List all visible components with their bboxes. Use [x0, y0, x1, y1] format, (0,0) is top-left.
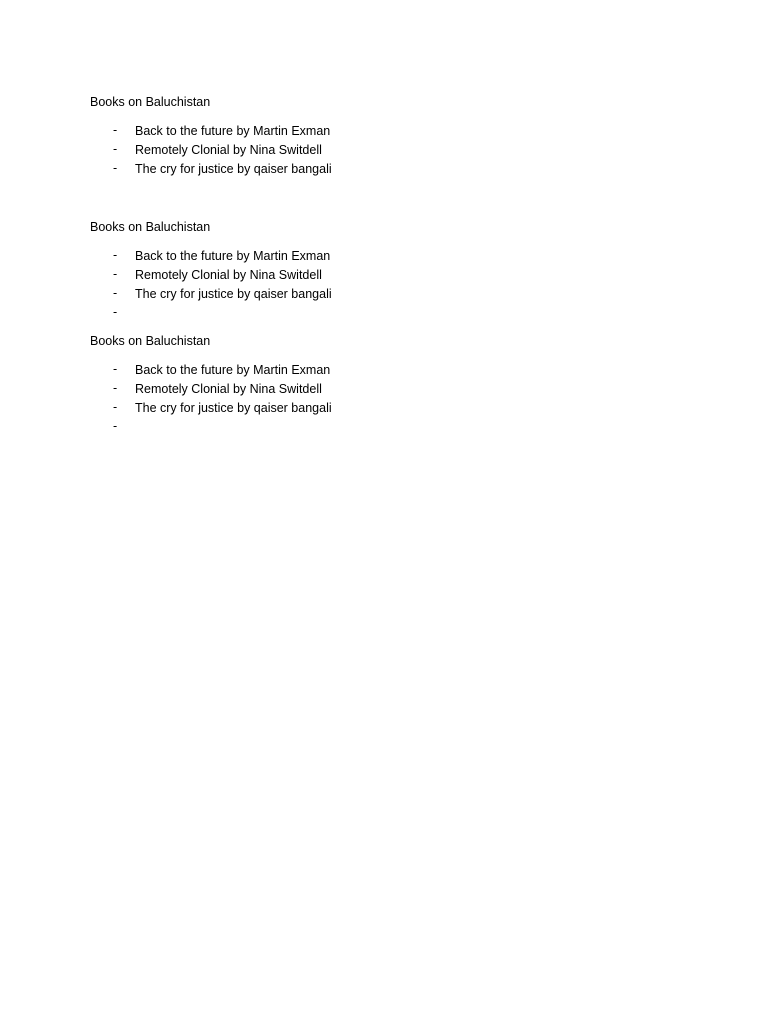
- list-item: [90, 248, 690, 267]
- book-list: [90, 362, 690, 438]
- book-list: [90, 123, 690, 180]
- dash-bullet: -: [113, 362, 118, 376]
- dash-bullet: -: [113, 381, 118, 395]
- dash-bullet: -: [113, 161, 118, 175]
- book-title: The cry for justice by qaiser bangali: [135, 162, 332, 176]
- book-title: Remotely Clonial by Nina Switdell: [135, 382, 322, 396]
- dash-bullet: -: [113, 142, 118, 156]
- book-title: Back to the future by Martin Exman: [135, 124, 331, 138]
- dash-bullet: -: [113, 248, 118, 262]
- book-title: The cry for justice by qaiser bangali: [135, 401, 332, 415]
- dash-bullet: -: [113, 267, 118, 281]
- book-title: The cry for justice by qaiser bangali: [135, 287, 332, 301]
- section-title: Books on Baluchistan: [90, 334, 211, 348]
- section-title: Books on Baluchistan: [90, 95, 211, 109]
- list-item: [90, 381, 690, 400]
- list-item: [90, 161, 690, 180]
- book-title: Back to the future by Martin Exman: [135, 363, 331, 377]
- dash-bullet: -: [113, 305, 118, 319]
- books-section-2: [90, 219, 690, 324]
- list-item: [90, 142, 690, 161]
- list-item: [90, 286, 690, 305]
- book-list: [90, 248, 690, 324]
- list-item: [90, 123, 690, 142]
- dash-bullet: -: [113, 400, 118, 414]
- list-item: [90, 419, 690, 438]
- dash-bullet: -: [113, 123, 118, 137]
- book-title: Remotely Clonial by Nina Switdell: [135, 268, 322, 282]
- books-section-1: [90, 94, 690, 180]
- book-title: Back to the future by Martin Exman: [135, 249, 331, 263]
- book-title: Remotely Clonial by Nina Switdell: [135, 143, 322, 157]
- dash-bullet: -: [113, 419, 118, 433]
- list-item: [90, 267, 690, 286]
- dash-bullet: -: [113, 286, 118, 300]
- list-item: [90, 362, 690, 381]
- books-section-3: [90, 333, 690, 438]
- list-item: [90, 400, 690, 419]
- section-title: Books on Baluchistan: [90, 220, 211, 234]
- list-item: [90, 305, 690, 324]
